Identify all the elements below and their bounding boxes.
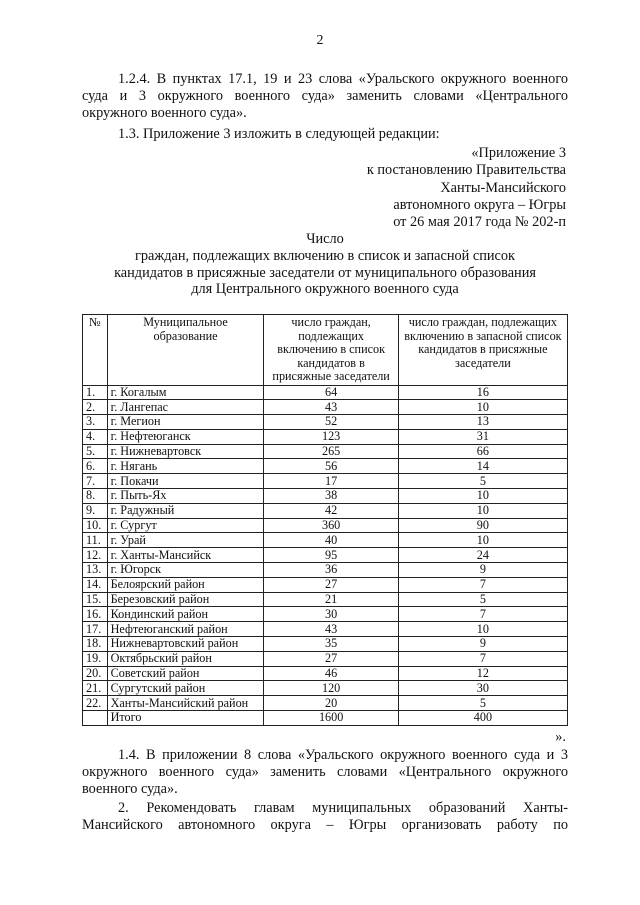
row-number: 4. <box>83 429 108 444</box>
appendix-header <box>306 145 566 231</box>
row-number: 10. <box>83 518 108 533</box>
reserve-list-count: 12 <box>398 666 567 681</box>
paragraph-1-3: 1.3. Приложение 3 изложить в следующей редакции: <box>118 126 440 142</box>
main-list-count: 43 <box>264 622 398 637</box>
municipality-name: Итого <box>107 711 264 726</box>
main-list-count: 265 <box>264 444 398 459</box>
main-list-count: 42 <box>264 503 398 518</box>
reserve-list-count: 5 <box>398 474 567 489</box>
table-row <box>83 518 568 533</box>
main-list-count: 95 <box>264 548 398 563</box>
municipality-name: Белоярский район <box>107 577 264 592</box>
table-row <box>83 577 568 592</box>
paragraph-1-4: 1.4. В приложении 8 слова «Уральского окружного военного суда и 3 окружного военного суда» заменить словами «Центрального окружного военного суда». <box>82 747 568 797</box>
jurors-table <box>82 314 568 726</box>
row-number: 1. <box>83 385 108 400</box>
municipality-name: г. Нягань <box>107 459 264 474</box>
main-list-count: 21 <box>264 592 398 607</box>
municipality-name: г. Югорск <box>107 563 264 578</box>
header-main-list: число граждан, подлежащих включению в список кандидатов в присяжные заседатели <box>264 315 398 386</box>
row-number: 12. <box>83 548 108 563</box>
reserve-list-count: 7 <box>398 577 567 592</box>
table-row <box>83 503 568 518</box>
paragraph-1-2-4: 1.2.4. В пунктах 17.1, 19 и 23 слова «Уральского окружного военного суда и 3 окружного военного суда» заменить словами «Центрального окружного военного суда». <box>82 71 568 121</box>
municipality-name: Ханты-Мансийский район <box>107 696 264 711</box>
table-row <box>83 400 568 415</box>
main-list-count: 27 <box>264 651 398 666</box>
main-list-count: 43 <box>264 400 398 415</box>
title-line: Число <box>306 231 344 247</box>
main-list-count: 120 <box>264 681 398 696</box>
row-number: 3. <box>83 415 108 430</box>
row-number: 20. <box>83 666 108 681</box>
reserve-list-count: 7 <box>398 607 567 622</box>
municipality-name: г. Урай <box>107 533 264 548</box>
municipality-name: г. Мегион <box>107 415 264 430</box>
table-row <box>83 651 568 666</box>
municipality-name: г. Лангепас <box>107 400 264 415</box>
closing-quote: ». <box>555 729 566 745</box>
reserve-list-count: 30 <box>398 681 567 696</box>
table-row <box>83 533 568 548</box>
main-list-count: 1600 <box>264 711 398 726</box>
appendix-header-line: Ханты-Мансийского <box>440 179 566 196</box>
page-number: 2 <box>316 33 324 48</box>
row-number: 8. <box>83 489 108 504</box>
title-line: для Центрального окружного военного суда <box>191 281 459 298</box>
municipality-name: Сургутский район <box>107 681 264 696</box>
row-number: 7. <box>83 474 108 489</box>
table-row <box>83 444 568 459</box>
table-row <box>83 563 568 578</box>
main-list-count: 56 <box>264 459 398 474</box>
main-list-count: 17 <box>264 474 398 489</box>
table-row <box>83 459 568 474</box>
reserve-list-count: 10 <box>398 503 567 518</box>
appendix-header-line: автономного округа – Югры <box>393 196 566 213</box>
table-row <box>83 681 568 696</box>
main-list-count: 30 <box>264 607 398 622</box>
row-number: 13. <box>83 563 108 578</box>
reserve-list-count: 9 <box>398 563 567 578</box>
table-total-row <box>83 711 568 726</box>
main-list-count: 64 <box>264 385 398 400</box>
table-row <box>83 607 568 622</box>
reserve-list-count: 10 <box>398 489 567 504</box>
municipality-name: г. Ханты-Мансийск <box>107 548 264 563</box>
main-list-count: 20 <box>264 696 398 711</box>
appendix-header-line: к постановлению Правительства <box>366 162 566 179</box>
table-row <box>83 666 568 681</box>
reserve-list-count: 400 <box>398 711 567 726</box>
row-number: 14. <box>83 577 108 592</box>
main-list-count: 123 <box>264 429 398 444</box>
table-row <box>83 385 568 400</box>
municipality-name: Нижневартовский район <box>107 637 264 652</box>
table-header-row <box>83 315 568 386</box>
table-row <box>83 474 568 489</box>
municipality-name: г. Сургут <box>107 518 264 533</box>
row-number: 17. <box>83 622 108 637</box>
main-list-count: 38 <box>264 489 398 504</box>
table-row <box>83 592 568 607</box>
reserve-list-count: 66 <box>398 444 567 459</box>
paragraph-2: 2. Рекомендовать главам муниципальных образований Ханты-Мансийского автономного округа – Югры организовать работу по <box>82 800 568 833</box>
row-number: 22. <box>83 696 108 711</box>
main-list-count: 360 <box>264 518 398 533</box>
reserve-list-count: 7 <box>398 651 567 666</box>
row-number: 16. <box>83 607 108 622</box>
municipality-name: г. Покачи <box>107 474 264 489</box>
municipality-name: Советский район <box>107 666 264 681</box>
table-row <box>83 489 568 504</box>
municipality-name: Березовский район <box>107 592 264 607</box>
reserve-list-count: 10 <box>398 622 567 637</box>
header-no: № <box>83 315 108 386</box>
row-number: 15. <box>83 592 108 607</box>
row-number: 6. <box>83 459 108 474</box>
header-municipality: Муниципальное образование <box>107 315 264 386</box>
table-row <box>83 548 568 563</box>
row-number: 5. <box>83 444 108 459</box>
table-body <box>83 385 568 725</box>
table-title <box>82 231 568 298</box>
reserve-list-count: 13 <box>398 415 567 430</box>
municipality-name: г. Нефтеюганск <box>107 429 264 444</box>
municipality-name: Октябрьский район <box>107 651 264 666</box>
title-line: граждан, подлежащих включению в список и запасной список <box>135 247 515 264</box>
municipality-name: г. Пыть-Ях <box>107 489 264 504</box>
header-reserve-list: число граждан, подлежащих включению в запасной список кандидатов в присяжные заседатели <box>398 315 567 386</box>
appendix-header-line: от 26 мая 2017 года № 202-п <box>393 214 566 231</box>
main-list-count: 36 <box>264 563 398 578</box>
main-list-count: 46 <box>264 666 398 681</box>
row-number: 2. <box>83 400 108 415</box>
row-number <box>83 711 108 726</box>
main-list-count: 35 <box>264 637 398 652</box>
municipality-name: Нефтеюганский район <box>107 622 264 637</box>
title-line: кандидатов в присяжные заседатели от муниципального образования <box>114 264 536 281</box>
municipality-name: Кондинский район <box>107 607 264 622</box>
reserve-list-count: 31 <box>398 429 567 444</box>
table-row <box>83 622 568 637</box>
municipality-name: г. Нижневартовск <box>107 444 264 459</box>
row-number: 9. <box>83 503 108 518</box>
reserve-list-count: 5 <box>398 696 567 711</box>
reserve-list-count: 5 <box>398 592 567 607</box>
reserve-list-count: 10 <box>398 533 567 548</box>
main-list-count: 40 <box>264 533 398 548</box>
row-number: 19. <box>83 651 108 666</box>
reserve-list-count: 16 <box>398 385 567 400</box>
reserve-list-count: 14 <box>398 459 567 474</box>
municipality-name: г. Когалым <box>107 385 264 400</box>
reserve-list-count: 10 <box>398 400 567 415</box>
reserve-list-count: 90 <box>398 518 567 533</box>
table-row <box>83 696 568 711</box>
main-list-count: 52 <box>264 415 398 430</box>
reserve-list-count: 9 <box>398 637 567 652</box>
row-number: 18. <box>83 637 108 652</box>
appendix-header-line: «Приложение 3 <box>471 145 566 161</box>
main-list-count: 27 <box>264 577 398 592</box>
municipality-name: г. Радужный <box>107 503 264 518</box>
row-number: 21. <box>83 681 108 696</box>
reserve-list-count: 24 <box>398 548 567 563</box>
table-row <box>83 415 568 430</box>
table-row <box>83 637 568 652</box>
table-row <box>83 429 568 444</box>
row-number: 11. <box>83 533 108 548</box>
